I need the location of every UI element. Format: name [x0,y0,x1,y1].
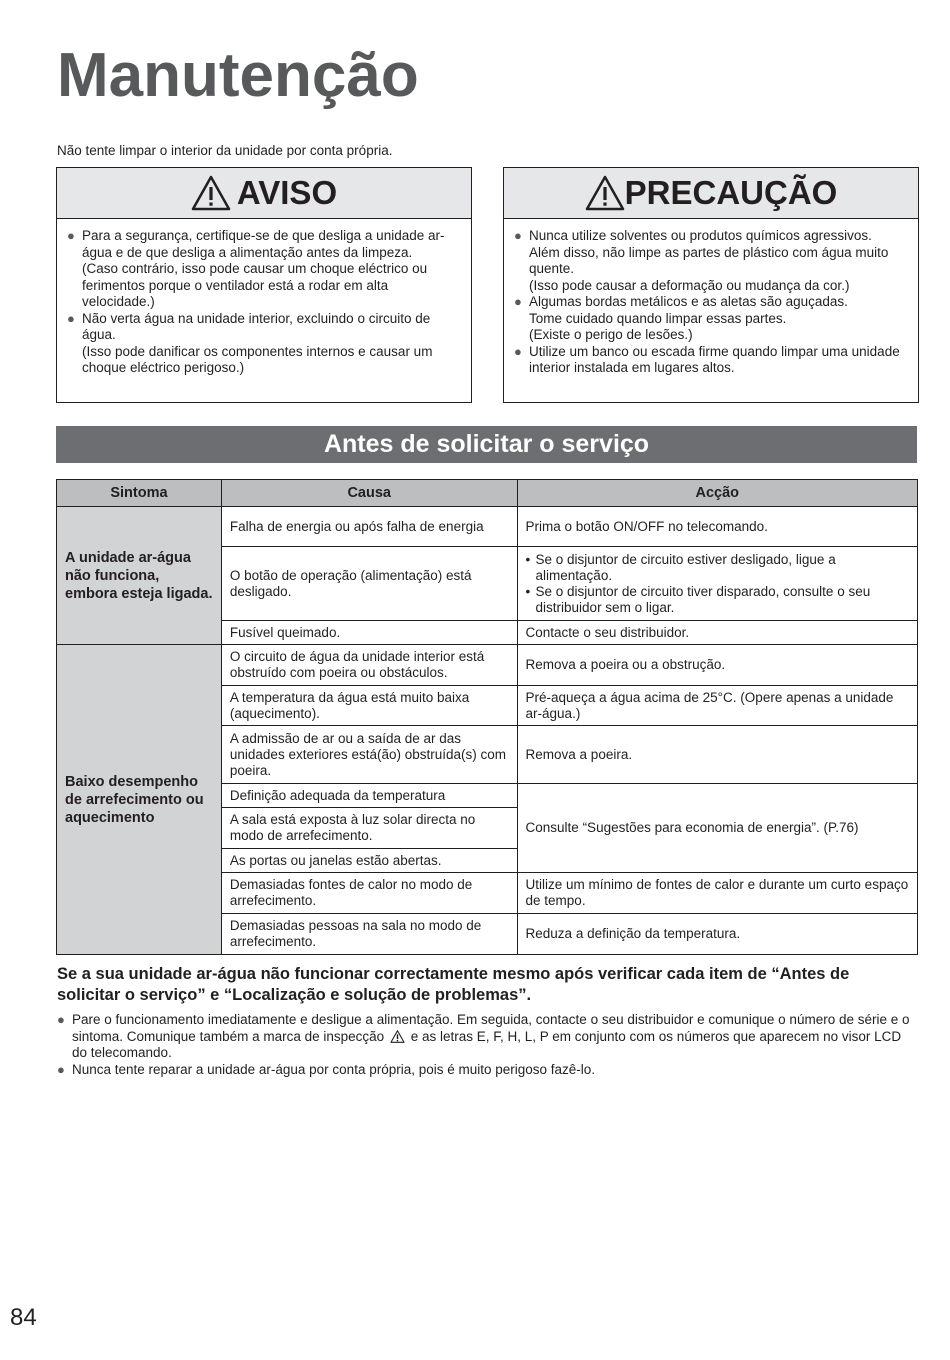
symptom-cell: Baixo desempenho de arrefecimento ou aquecimento [57,645,222,955]
item-subtext: (Caso contrário, isso pode causar um choque eléctrico ou ferimentos porque o ventilador está a rodar em alta velocidade.) [82,261,428,309]
list-item [67,311,461,377]
footer-notes [57,1012,919,1078]
warning-box [56,167,472,403]
warning-heading: AVISO [236,174,338,211]
item-subtext: Tome cuidado quando limpar essas partes. (Existe o perigo de lesões.) [529,310,787,342]
item-text: Algumas bordas metálicos e as aletas são aguçadas. [529,294,848,309]
note-text: e as letras E, F, H, L, P em conjunto com os números que aparecem no visor LCD do telecomando. [72,1028,902,1060]
action-cell: Utilize um mínimo de fontes de calor e durante um curto espaço de tempo. [517,873,917,914]
list-item [57,1012,919,1062]
action-cell: Contacte o seu distribuidor. [517,621,917,645]
list-item [57,1062,919,1079]
bullet-icon: ● [67,228,75,243]
action-bullet: Se o disjuntor de circuito estiver desligado, ligue a alimentação. [535,551,836,583]
bullet-icon: ● [514,343,522,359]
action-bullet: Se o disjuntor de circuito tiver disparado, consulte o seu distribuidor sem o ligar. [535,583,871,615]
cause-cell: Demasiadas pessoas na sala no modo de arrefecimento. [221,914,517,955]
action-cell: Remova a poeira. [517,726,917,784]
note-text: Pare o funcionamento imediatamente e desligue a alimentação. Em seguida, contacte o seu distribuidor e comunique o número de série e o sintoma. Comunique também a marca de inspecção [72,1012,910,1044]
bullet-icon: ● [67,310,75,326]
troubleshooting-table [56,479,918,955]
warning-triangle-icon [191,175,231,211]
table-header-row [57,480,918,507]
cause-cell: Fusível queimado. [221,621,517,645]
bullet-icon: • [525,551,531,567]
cause-cell: Falha de energia ou após falha de energia [221,507,517,547]
bullet-icon: • [525,583,531,599]
action-cell [517,547,917,621]
cause-cell: A admissão de ar ou a saída de ar das unidades exteriores está(ão) obstruída(s) com poeira. [221,726,517,784]
action-cell: Reduza a definição da temperatura. [517,914,917,955]
section-banner: Antes de solicitar o serviço [56,426,917,463]
header-cause: Causa [221,480,517,507]
cause-cell: As portas ou janelas estão abertas. [221,849,517,873]
warning-header [57,168,471,219]
bullet-icon: ● [514,294,522,309]
page-title: Manutenção [57,41,419,110]
symptom-cell: A unidade ar-água não funciona, embora esteja ligada. [57,507,222,645]
cause-cell: A sala está exposta à luz solar directa no modo de arrefecimento. [221,808,517,849]
cause-cell: A temperatura da água está muito baixa (aquecimento). [221,686,517,726]
list-item [514,228,908,294]
table-row [57,645,918,686]
list-item [514,344,908,377]
footer-heading: Se a sua unidade ar-água não funcionar correctamente mesmo após verificar cada item de “Antes de solicitar o serviço” e “Localização e solução de problemas”. [57,965,850,1004]
bullet-icon: ● [57,1012,65,1027]
caution-heading: PRECAUÇÃO [624,174,838,211]
list-item [67,228,461,311]
warning-triangle-icon [585,175,625,211]
page-number: 84 [10,1304,37,1331]
action-cell: Consulte “Sugestões para economia de energia”. (P.76) [517,784,917,873]
item-text: Utilize um banco ou escada firme quando limpar uma unidade interior instalada em lugares altos. [529,343,900,375]
item-text: Não verta água na unidade interior, excluindo o circuito de água. [82,310,431,342]
action-cell: Remova a poeira ou a obstrução. [517,645,917,686]
item-text: Para a segurança, certifique-se de que desliga a unidade ar-água e de que desliga a alimentação antes da limpeza. [82,228,445,260]
action-cell: Prima o botão ON/OFF no telecomando. [517,507,917,547]
caution-header [504,168,918,219]
bullet-icon: ● [514,228,522,243]
table-row [57,507,918,547]
cause-cell: O circuito de água da unidade interior está obstruído com poeira ou obstáculos. [221,645,517,686]
cause-cell: Demasiadas fontes de calor no modo de arrefecimento. [221,873,517,914]
caution-box [503,167,919,403]
item-text: Nunca utilize solventes ou produtos químicos agressivos. [529,228,872,243]
header-symptom: Sintoma [57,480,222,507]
header-action: Acção [517,480,917,507]
intro-text: Não tente limpar o interior da unidade por conta própria. [57,143,393,158]
cause-cell: Definição adequada da temperatura [221,784,517,808]
bullet-icon: ● [57,1061,65,1077]
cause-cell: O botão de operação (alimentação) está desligado. [221,547,517,621]
item-subtext: (Isso pode danificar os componentes internos e causar um choque eléctrico perigoso.) [82,343,433,375]
action-cell: Pré-aqueça a água acima de 25°C. (Opere apenas a unidade ar-água.) [517,686,917,726]
note-text: Nunca tente reparar a unidade ar-água por conta própria, pois é muito perigoso fazê-lo. [72,1061,596,1077]
list-item [514,294,908,344]
inspection-mark-icon [390,1030,405,1043]
item-subtext: Além disso, não limpe as partes de plástico com água muito quente. (Isso pode causar a deformação ou mudança da cor.) [529,244,889,293]
